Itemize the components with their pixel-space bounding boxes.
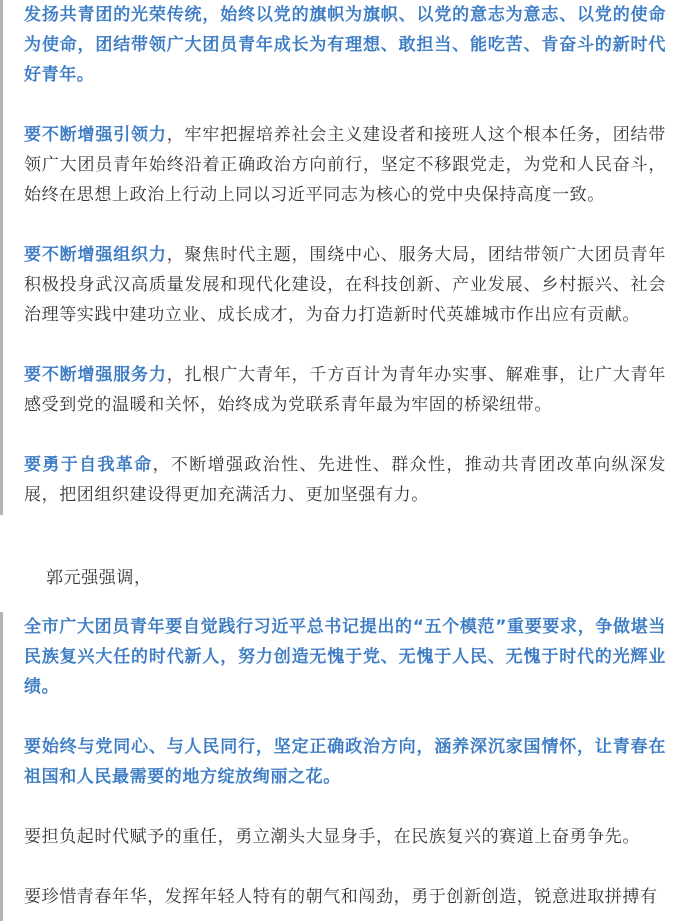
paragraph-leadership-lead: 要不断增强引领力 — [24, 125, 167, 145]
intro-text: 郭元强强调， — [46, 568, 152, 588]
paragraph-with-party: 要始终与党同心、与人民同行，坚定正确政治方向，涵养深沉家国情怀，让青春在祖国和人民最需要的地方绽放绚丽之花。 — [24, 737, 666, 787]
paragraph-leadership-body: ，牢牢把握培养社会主义建设者和接班人这个根本任务，团结带领广大团员青年始终沿着正确政治方向前行，坚定不移跟党走，为党和人民奋斗，始终在思想上政治上行动上同以习近平同志为核心的党中央保持高度一致。 — [24, 125, 666, 205]
paragraph-self-revolution-body: ，不断增强政治性、先进性、群众性，推动共青团改革向纵深发展，把团组织建设得更加充满活力、更加坚强有力。 — [24, 455, 666, 505]
quote-block-2 — [0, 612, 672, 921]
paragraph-organization-lead: 要不断增强组织力 — [24, 245, 167, 265]
paragraph-self-revolution — [24, 450, 666, 510]
paragraph-five-models: 全市广大团员青年要自觉践行习近平总书记提出的“五个模范”重要要求，争做堪当民族复兴大任的时代新人，努力创造无愧于党、无愧于人民、无愧于时代的光辉业绩。 — [24, 617, 666, 697]
paragraph-youth: 要珍惜青春年华，发挥年轻人特有的朝气和闯劲，勇于创新创造，锐意进取拼搏有 — [24, 887, 658, 907]
paragraph-mission: 发扬共青团的光荣传统，始终以党的旗帜为旗帜、以党的意志为意志、以党的使命为使命，团结带领广大团员青年成长为有理想、敢担当、能吃苦、肯奋斗的新时代好青年。 — [24, 5, 666, 85]
paragraph-organization-body: ，聚焦时代主题，围绕中心、服务大局，团结带领广大团员青年积极投身武汉高质量发展和现代化建设，在科技创新、产业发展、乡村振兴、社会治理等实践中建功立业、成长成才，为奋力打造新时代英雄城市作出应有贡献。 — [24, 245, 666, 325]
paragraph-service — [24, 360, 666, 420]
paragraph-self-revolution-lead: 要勇于自我革命 — [24, 455, 153, 475]
paragraph-organization — [24, 240, 666, 330]
paragraph-leadership — [24, 120, 666, 210]
paragraph-service-lead: 要不断增强服务力 — [24, 365, 167, 385]
paragraph-responsibility: 要担负起时代赋予的重任，勇立潮头大显身手，在民族复兴的赛道上奋勇争先。 — [24, 827, 640, 847]
paragraph-service-body: ，扎根广大青年，千方百计为青年办实事、解难事，让广大青年感受到党的温暖和关怀，始终成为党联系青年最为牢固的桥梁纽带。 — [24, 365, 666, 415]
